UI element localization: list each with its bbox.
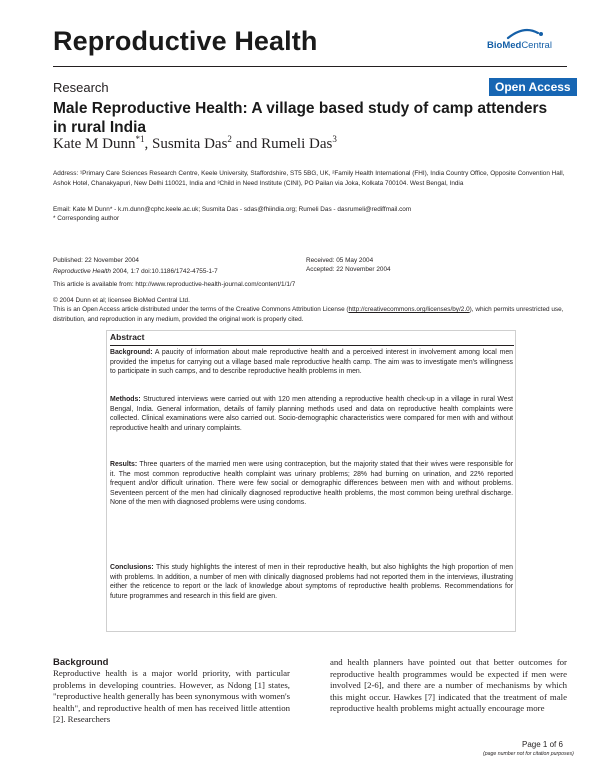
article-title: Male Reproductive Health: A village based study of camp attenders in rural India bbox=[53, 100, 548, 136]
abstract-results bbox=[110, 460, 513, 508]
body-column-left: Reproductive health is a major world priority, with particular problems in developing countries. However, as Ndong [1] states, "reproductive health generally has been synonymous with women's health", and reproductive health of men has received little attention [2]. Researchers bbox=[53, 668, 291, 724]
abstract-section-text: A paucity of information about male reproductive health and a perceived interest in involvement among local men provided the impetus for carrying out a village based male reproductive health camp. The aim was to investigate men's willingness to participate in such camps, and to describe reproductive health problems in men. bbox=[110, 349, 513, 376]
author-affiliation: *1 bbox=[135, 134, 145, 144]
author-affiliation: 3 bbox=[332, 134, 337, 144]
copyright-notice: © 2004 Dunn et al; licensee BioMed Central Ltd. bbox=[53, 297, 190, 304]
license-link[interactable]: http://creativecommons.org/licenses/by/2.0 bbox=[348, 306, 470, 313]
author-list bbox=[53, 134, 337, 153]
author-name: Kate M Dunn bbox=[53, 136, 136, 152]
logo-bio: Bio bbox=[487, 40, 503, 51]
logo-central: Central bbox=[521, 40, 552, 51]
abstract-section-text: Three quarters of the married men were using contraception, but the majority stated that their wives were responsible for it. The most common reproductive health complaint was urinary problems; 28% had burning on urination, and 22% reported frequent and/or difficult urination. There were few social or demographic differences between men with and without problems. Seventeen percent of the men had clinically diagnosed reproductive health problems, the most common being urethral discharge. None of the men with diagnosed problems were using condoms. bbox=[110, 461, 513, 507]
citation bbox=[53, 267, 218, 277]
abstract-section-label: Background: bbox=[110, 349, 153, 356]
corresponding-author-note: * Corresponding author bbox=[53, 215, 120, 222]
abstract-background bbox=[110, 348, 513, 377]
abstract-rule bbox=[110, 345, 514, 346]
citation-journal: Reproductive Health bbox=[53, 268, 111, 275]
license-notice bbox=[53, 305, 567, 324]
abstract-methods bbox=[110, 395, 513, 433]
abstract-section-label: Results: bbox=[110, 461, 138, 468]
accepted-date: Accepted: 22 November 2004 bbox=[306, 266, 391, 273]
abstract-heading: Abstract bbox=[110, 332, 145, 342]
author-separator: and bbox=[231, 136, 262, 152]
author-name: Rumeli Das bbox=[261, 136, 333, 152]
header-rule bbox=[53, 66, 567, 67]
biomed-central-logo bbox=[486, 25, 566, 55]
author-affiliation: 2 bbox=[227, 134, 232, 144]
author-name: Susmita Das bbox=[152, 136, 228, 152]
license-text-after: ), which permits unrestricted use, distribution, and reproduction in any medium, provided the original work is properly cited. bbox=[53, 306, 564, 323]
biomed-central-wordmark bbox=[487, 40, 552, 51]
affiliation-address: Address: ¹Primary Care Sciences Research Centre, Keele University, Staffordshire, ST5 5BG, UK, ²Family Health International (FHI), India Country Office, Opposite Convention Hall, Ashok Hotel, Chanakyapuri, New Delhi 110021, India and ³Child in Need Institute (CINI), PO Pailan via Joka, Kolkata 700104. West Bengal, India bbox=[53, 170, 565, 187]
logo-med: Med bbox=[502, 40, 522, 51]
license-text-before: This is an Open Access article distributed under the terms of the Creative Commons Attribution License ( bbox=[53, 306, 349, 313]
open-access-badge: Open Access bbox=[489, 78, 577, 96]
abstract-conclusions bbox=[110, 563, 513, 601]
citation-details: 2004, 1:7 doi:10.1186/1742-4755-1-7 bbox=[110, 268, 218, 275]
journal-title: Reproductive Health bbox=[53, 26, 318, 56]
abstract-section-text: Structured interviews were carried out with 120 men attending a reproductive health check-up in a village in rural West Bengal, India. General information, details of family planning methods used and data on reproductive health complaints were collected. Clinical examinations were also carried out. Socio-demographic characteristics were compared for men with and without reproductive health and urinary complaints. bbox=[110, 396, 513, 432]
abstract-section-label: Conclusions: bbox=[110, 564, 154, 571]
page-number: Page 1 of 6 bbox=[522, 740, 563, 749]
page-number-note: (page number not for citation purposes) bbox=[483, 751, 574, 757]
article-url: This article is available from: http://www.reproductive-health-journal.com/content/1/1/7 bbox=[53, 281, 296, 288]
section-label: Research bbox=[53, 80, 109, 95]
author-separator: , bbox=[144, 136, 152, 152]
biomed-arc-icon bbox=[486, 25, 566, 41]
author-emails: Email: Kate M Dunn* - k.m.dunn@cphc.keele.ac.uk; Susmita Das - sdas@fhiindia.org; Rumeli Das - dasrumeli@rediffmail.com bbox=[53, 206, 412, 213]
body-column-right: and health planners have pointed out that better outcomes for reproductive health programmes would be expected if men were involved [2-6], and there are a number of mechanisms by which this might occur. Hawkes [7] indicated that the treatment of male reproductive health problems might actually encourage more bbox=[330, 657, 567, 713]
published-date: Published: 22 November 2004 bbox=[53, 257, 139, 264]
background-heading: Background bbox=[53, 657, 109, 668]
abstract-section-label: Methods: bbox=[110, 396, 141, 403]
abstract-section-text: This study highlights the interest of men in their reproductive health, but also highlights the high proportion of men with problems. In addition, a number of men with clinically diagnosed problems had not reported them in the interviews, illustrating either the reticence to report or the lack of knowledge about symptoms of reproductive health problems. Recommendations for future programmes and research in this field are given. bbox=[110, 564, 513, 600]
received-date: Received: 05 May 2004 bbox=[306, 257, 374, 264]
